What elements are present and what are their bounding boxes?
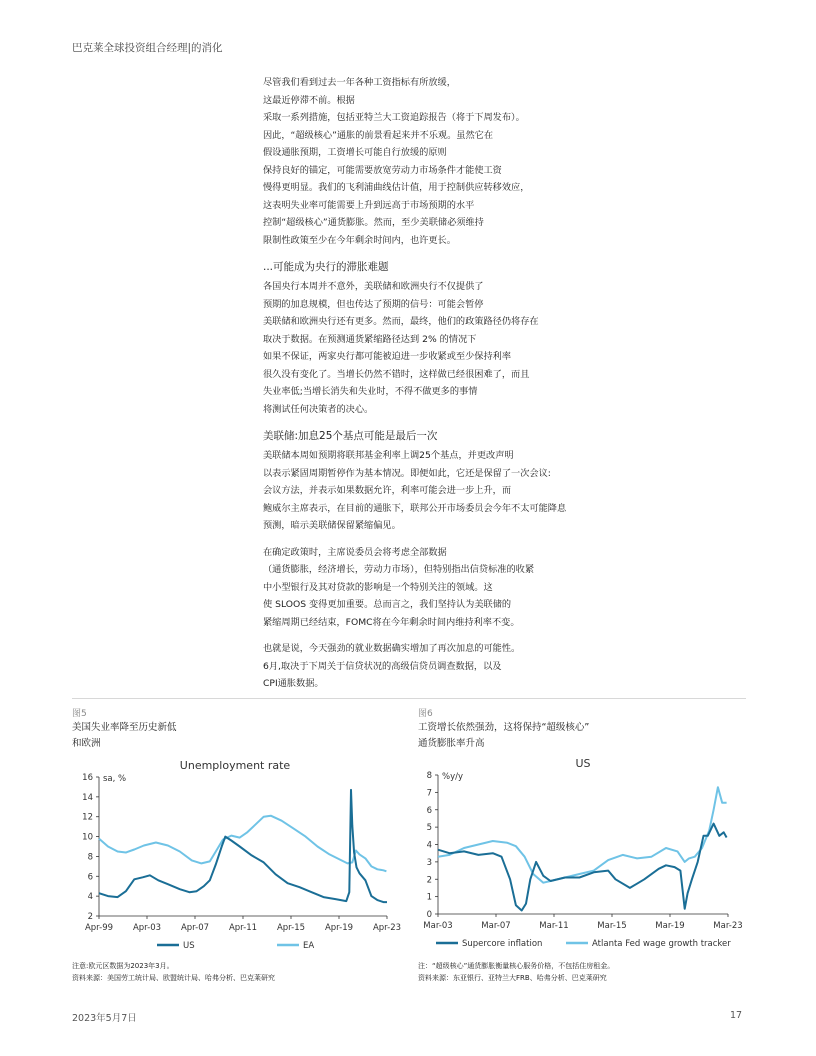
x-tick-label: Mar-07 <box>481 921 511 931</box>
body-line: 慢得更明显。我们的飞利浦曲线估计值，用于控制供应转移效应， <box>263 182 530 193</box>
body-line: 紧缩周期已经结束，FOMC将在今年剩余时间内维持利率不变。 <box>263 616 520 628</box>
y-axis-label: sa, % <box>103 774 127 784</box>
chart-title: Unemployment rate <box>179 759 291 772</box>
section-2 <box>263 258 623 418</box>
supercore-chart <box>418 755 748 960</box>
x-tick-label: Mar-11 <box>539 921 569 931</box>
body-line: 预期的加息规模，但也传达了预期的信号：可能会暂停 <box>263 298 484 310</box>
y-tick-label: 6 <box>426 805 432 816</box>
section-1 <box>263 74 623 249</box>
figure5-title-line: 美国失业率降至历史新低 <box>72 722 177 733</box>
section-5 <box>263 640 623 693</box>
y-tick-label: 3 <box>426 857 432 868</box>
body-line: CPI通胀数据。 <box>263 678 324 689</box>
body-line: 在确定政策时，主席说委员会将考虑全部数据 <box>263 546 447 558</box>
y-tick-label: 1 <box>426 892 432 903</box>
body-line: 美联储本周如预期将联邦基金利率上调25个基点，并更改声明 <box>263 450 514 461</box>
section-heading: ...可能成为央行的滞胀难题 <box>263 261 389 273</box>
body-line: 鲍威尔主席表示，在目前的通胀下，联邦公开市场委员会今年不太可能降息 <box>263 502 567 514</box>
page-number: 17 <box>730 1010 743 1021</box>
body-line: 使 SLOOS 变得更加重要。总而言之，我们坚持认为美联储的 <box>263 599 512 610</box>
y-tick-label: 8 <box>426 771 432 781</box>
x-tick-label: Mar-19 <box>655 921 685 931</box>
x-tick-label: Apr-99 <box>84 923 114 933</box>
legend-label: Supercore inflation <box>462 939 543 949</box>
y-tick-label: 14 <box>82 792 93 803</box>
footer-date: 2023年5月7日 <box>72 1013 137 1024</box>
x-tick-label: Apr-03 <box>132 923 162 933</box>
legend-label: Atlanta Fed wage growth tracker <box>592 939 731 949</box>
section-heading: 美联储:加息25个基点可能是最后一次 <box>263 430 438 442</box>
figure6-note: 注：“超级核心”通货膨胀衡量核心服务价格，不包括住房租金。 <box>418 962 615 970</box>
y-tick-label: 5 <box>426 823 432 834</box>
body-line: 限制性政策至少在今年剩余时间内，也许更长。 <box>263 234 456 246</box>
figure5-note: 注意:欧元区数据为2023年3月。 <box>72 962 174 970</box>
body-line: 会议方法，并表示如果数据允许，利率可能会进一步上升，而 <box>263 485 512 496</box>
y-tick-label: 10 <box>82 832 93 843</box>
figure6-label: 图6 <box>418 709 433 719</box>
body-line: 也就是说，今天强劲的就业数据确实增加了再次加息的可能性。 <box>263 643 521 654</box>
body-line: 各国央行本周并不意外，美联储和欧洲央行不仅提供了 <box>263 281 484 292</box>
body-line: 保持良好的锚定，可能需要放宽劳动力市场条件才能使工资 <box>263 164 502 176</box>
series-line-1 <box>438 787 727 883</box>
body-line: 这表明失业率可能需要上升到远高于市场预期的水平 <box>263 199 475 211</box>
series-line-0 <box>438 824 727 911</box>
y-tick-label: 2 <box>426 875 432 886</box>
section-3 <box>263 427 623 535</box>
body-line: 这最近停滞不前。根据 <box>263 94 355 106</box>
y-tick-label: 8 <box>87 852 93 863</box>
figure5-notes <box>72 960 275 984</box>
y-tick-label: 4 <box>87 892 93 903</box>
y-tick-label: 16 <box>82 773 93 783</box>
y-tick-label: 7 <box>426 788 432 799</box>
figure6-title-line: 通货膨胀率升高 <box>418 738 485 749</box>
figure5-source: 资料来源：美国劳工统计局、欧盟统计局、哈弗分析、巴克莱研究 <box>72 974 275 982</box>
body-line: 采取一系列措施，包括亚特兰大工资追踪报告（将于下周发布）。 <box>263 112 525 123</box>
y-tick-label: 6 <box>87 872 93 883</box>
y-axis-label: %y/y <box>442 772 464 782</box>
figure6-title-line: 工资增长依然强劲，这将保持“超级核心” <box>418 722 590 733</box>
y-tick-label: 0 <box>426 910 432 920</box>
legend-label: EA <box>303 941 315 951</box>
article-body <box>263 74 623 702</box>
x-tick-label: Mar-03 <box>423 921 453 931</box>
body-line: 如果不保证，两家央行都可能被迫进一步收紧或至少保持利率 <box>263 351 512 362</box>
x-tick-label: Apr-11 <box>228 923 258 933</box>
figure6-notes <box>418 960 614 984</box>
body-line: 以表示紧固周期暂停作为基本情况。即便如此，它还是保留了一次会议: <box>263 467 551 479</box>
body-line: 中小型银行及其对贷款的影响是一个特别关注的领域。这 <box>263 581 493 593</box>
unemployment-chart <box>72 755 412 960</box>
x-tick-label: Apr-07 <box>180 923 210 933</box>
series-line-1 <box>99 816 386 872</box>
figure6-source: 资料来源：东亚银行、亚特兰大FRB、哈弗分析、巴克莱研究 <box>418 974 607 982</box>
body-line: （通货膨胀，经济增长，劳动力市场），但特别指出信贷标准的收紧 <box>263 564 535 575</box>
x-tick-label: Apr-23 <box>372 923 402 933</box>
divider <box>72 698 746 699</box>
chart-title: US <box>575 757 591 770</box>
figure5-title <box>72 720 177 752</box>
figure5-title-line: 和欧洲 <box>72 738 101 749</box>
body-line: 预测，暗示美联储保留紧缩偏见。 <box>263 520 401 531</box>
body-line: 6月,取决于下周关于信贷状况的高级信贷员调查数据，以及 <box>263 660 502 672</box>
x-tick-label: Apr-19 <box>324 923 354 933</box>
x-tick-label: Mar-23 <box>713 921 743 931</box>
x-tick-label: Mar-15 <box>597 921 627 931</box>
body-line: 控制“超级核心”通货膨胀。然而，至少美联储必须维持 <box>263 217 484 228</box>
header-title: 巴克莱全球投资组合经理|的消化 <box>72 42 223 54</box>
body-line: 将测试任何决策者的决心。 <box>263 403 374 415</box>
figure5-label: 图5 <box>72 709 87 719</box>
body-line: 取决于数据。在预测通货紧缩路径达到 2% 的情况下 <box>263 333 477 345</box>
body-line: 很久没有变化了。当增长仍然不错时，这样做已经很困难了，而且 <box>263 368 530 380</box>
body-line: 假设通胀预期，工资增长可能自行放缓的原则 <box>263 147 447 158</box>
y-tick-label: 12 <box>82 812 93 823</box>
y-tick-label: 2 <box>87 912 93 922</box>
body-line: 尽管我们看到过去一年各种工资指标有所放缓， <box>263 77 456 88</box>
legend-label: US <box>183 941 195 951</box>
section-4 <box>263 544 623 632</box>
body-line: 失业率低;当增长消失和失业时，不得不做更多的事情 <box>263 386 478 397</box>
body-line: 美联储和欧洲央行还有更多。然而，最终，他们的政策路径仍将存在 <box>263 316 539 327</box>
x-tick-label: Apr-15 <box>276 923 306 933</box>
y-tick-label: 4 <box>426 840 432 851</box>
body-line: 因此，“超级核心”通胀的前景看起来并不乐观。虽然它在 <box>263 129 494 141</box>
figure6-title <box>418 720 589 752</box>
